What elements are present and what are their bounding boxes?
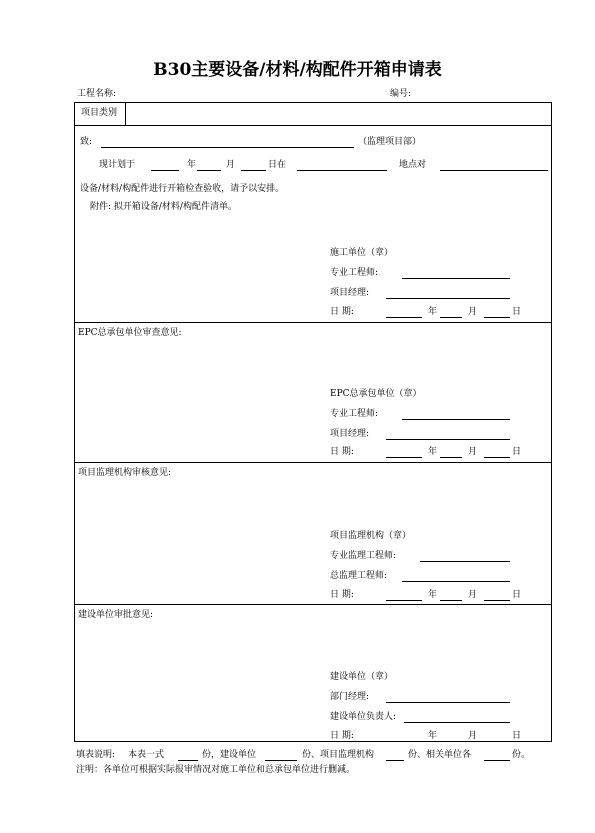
year-label: 年 (428, 590, 438, 600)
epc-manager-label: 项目经理: (330, 429, 370, 439)
month-label: 月 (468, 731, 478, 741)
project-category-field[interactable] (130, 104, 548, 122)
copies-end-label: 份。 (512, 750, 531, 760)
dept-manager-field[interactable] (386, 702, 510, 703)
month-label: 月 (226, 160, 236, 170)
location-field[interactable] (297, 170, 387, 171)
date-year-field[interactable] (386, 317, 422, 318)
construction-manager-field[interactable] (386, 298, 510, 299)
date-day-field[interactable] (484, 317, 510, 318)
form-table (74, 102, 552, 742)
copies-label: 份，建设单位 (202, 750, 257, 760)
plan-day-field[interactable] (241, 170, 266, 171)
date-day-field[interactable] (484, 457, 510, 458)
target-field[interactable] (440, 170, 548, 171)
date-year-field[interactable] (386, 741, 422, 742)
column-divider (125, 102, 126, 125)
date-day-field[interactable] (484, 600, 510, 601)
owner-seal-label: 建设单位（章） (330, 672, 394, 682)
construction-engineer-label: 专业工程师: (330, 268, 379, 278)
related-copies-field[interactable] (484, 760, 510, 761)
owner-head-label: 建设单位负责人: (330, 712, 397, 722)
location-label: 地点对 (399, 160, 427, 170)
owner-opinion-label: 建设单位审批意见: (78, 610, 154, 620)
project-category-label: 项目类别 (81, 108, 118, 118)
year-label: 年 (428, 731, 438, 741)
supervision-seal-label: 项目监理机构（章） (330, 531, 412, 541)
date-label: 日 期: (330, 590, 354, 600)
date-label: 日 期: (330, 447, 354, 457)
fill-instructions-label: 填表说明: (76, 750, 116, 760)
epc-engineer-field[interactable] (402, 419, 510, 420)
month-label: 月 (468, 590, 478, 600)
plan-prefix: 现计划于 (99, 160, 136, 170)
copies-prefix: 本表一式 (128, 750, 165, 760)
epc-opinion-label: EPC总承包单位审查意见: (78, 328, 182, 338)
plan-year-field[interactable] (151, 170, 179, 171)
owner-head-field[interactable] (404, 722, 510, 723)
section-divider (74, 462, 552, 463)
section-divider (74, 604, 552, 605)
date-year-field[interactable] (386, 600, 422, 601)
date-month-field[interactable] (440, 600, 462, 601)
chief-supervisor-field[interactable] (402, 581, 510, 582)
date-label: 日 期: (330, 731, 354, 741)
row-divider (74, 125, 552, 126)
plan-month-field[interactable] (197, 170, 221, 171)
date-month-field[interactable] (440, 457, 462, 458)
supervision-engineer-label: 专业监理工程师: (330, 551, 397, 561)
epc-manager-field[interactable] (386, 439, 510, 440)
supervision-opinion-label: 项目监理机构审核意见: (78, 468, 172, 478)
construction-engineer-field[interactable] (402, 278, 510, 279)
construction-manager-label: 项目经理: (330, 288, 370, 298)
day-label: 日 (512, 590, 522, 600)
year-label: 年 (428, 447, 438, 457)
month-label: 月 (468, 307, 478, 317)
to-label: 致: (80, 137, 93, 147)
number-label: 编号: (390, 89, 412, 99)
form-title: B30主要设备/材料/构配件开箱申请表 (153, 60, 442, 80)
year-label: 年 (187, 160, 197, 170)
section-divider (74, 322, 552, 323)
dept-manager-label: 部门经理: (330, 692, 370, 702)
chief-supervisor-label: 总监理工程师: (330, 571, 388, 581)
date-day-field[interactable] (484, 741, 510, 742)
month-label: 月 (468, 447, 478, 457)
owner-copies-field[interactable] (265, 760, 297, 761)
day-label: 日 (512, 447, 522, 457)
day-at-label: 日在 (268, 160, 287, 170)
request-text: 设备/材料/构配件进行开箱检查验收，请予以安排。 (80, 184, 285, 194)
to-field[interactable] (101, 147, 354, 148)
epc-engineer-label: 专业工程师: (330, 409, 379, 419)
supervision-dept-label: （监理项目部） (358, 137, 422, 147)
note-text: 注明：各单位可根据实际报审情况对施工单位和总承包单位进行删减。 (76, 765, 356, 775)
total-copies-field[interactable] (178, 760, 198, 761)
day-label: 日 (512, 731, 522, 741)
supervision-copies-field[interactable] (386, 760, 404, 761)
project-name-label: 工程名称: (77, 89, 117, 99)
related-copies-label: 份、相关单位各 (408, 750, 472, 760)
date-month-field[interactable] (440, 741, 462, 742)
supervision-copies-label: 份、项目监理机构 (302, 750, 375, 760)
date-label: 日 期: (330, 307, 354, 317)
year-label: 年 (428, 307, 438, 317)
supervision-engineer-field[interactable] (420, 561, 510, 562)
construction-unit-seal-label: 施工单位（章） (330, 248, 394, 258)
date-month-field[interactable] (440, 317, 462, 318)
date-year-field[interactable] (386, 457, 422, 458)
day-label: 日 (512, 307, 522, 317)
epc-seal-label: EPC总承包单位（章） (330, 389, 422, 399)
attachment-text: 附件: 拟开箱设备/材料/构配件清单。 (90, 202, 237, 212)
